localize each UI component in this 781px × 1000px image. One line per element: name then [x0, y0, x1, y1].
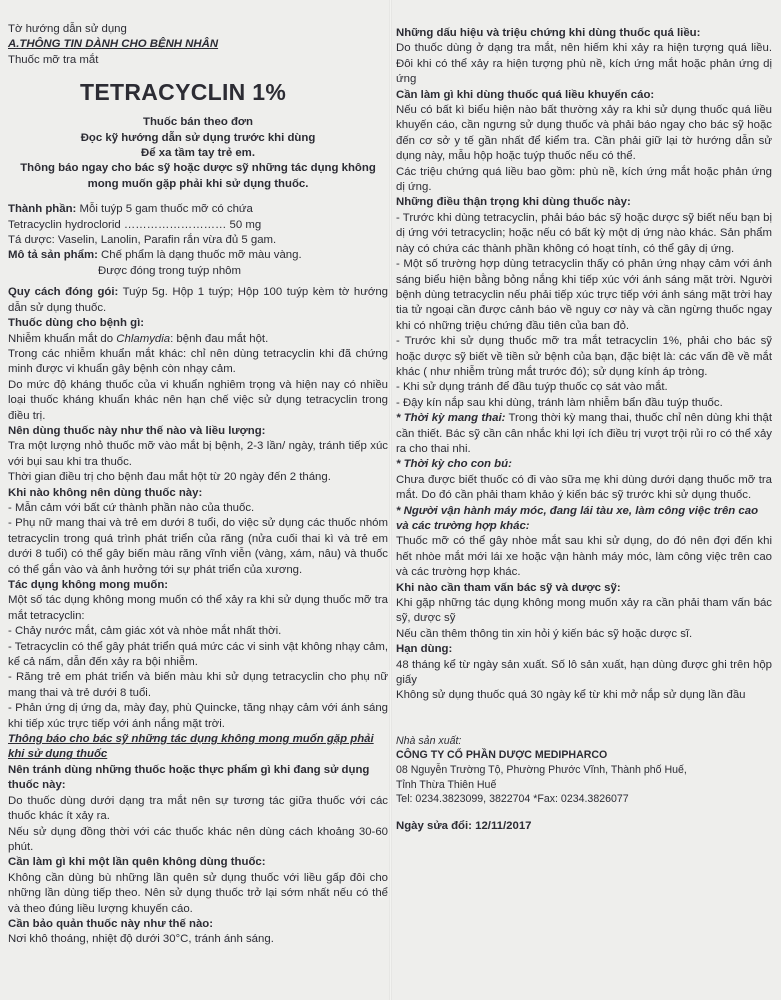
- report-warning: Thông báo ngay cho bác sỹ hoặc dược sỹ những tác dụng không mong muốn gặp phải khi sử dụng thuốc.: [20, 162, 376, 190]
- dosage-label: Nên dùng thuốc này như thế nào và liều lượng:: [8, 424, 266, 437]
- description-text-2: Được đóng trong tuýp nhôm: [98, 264, 242, 277]
- read-instructions-warning: Đọc kỹ hướng dẫn sử dụng trước khi dùng: [80, 131, 316, 144]
- overdose-action-label: Cần làm gì khi dùng thuốc quá liều khuyến cáo:: [396, 88, 655, 101]
- adverse-effect-1: Một số tác dụng không mong muốn có thể xảy ra khi sử dụng thuốc mỡ tra mắt tetracyclin:: [8, 594, 388, 622]
- pregnancy: [396, 411, 772, 457]
- manufacturer-label: Nhà sản xuất:: [396, 734, 462, 747]
- storage-label: Cần bảo quản thuốc này như thế nào:: [8, 917, 214, 930]
- adverse-effect-5: - Phản ứng dị ứng da, mày đay, phù Quincke, tăng nhạy cảm với ánh sáng khi tiếp xúc trực tiếp với ánh nắng mặt trời.: [8, 702, 388, 730]
- shelf-life-2: Không sử dụng thuốc quá 30 ngày kể từ khi mở nắp sử dụng lần đầu: [396, 689, 746, 702]
- children-warning: Để xa tầm tay trẻ em.: [141, 147, 255, 160]
- precaution-1: - Trước khi dùng tetracyclin, phải báo bác sỹ hoặc dược sỹ biết nếu bạn bị dị ứng với tetracyclin; hoặc nếu có bất kỳ một dị ứng nào khác. Sản phẩm này có chứa các thành phần không có hoạt tính, có thể gây dị ứng.: [396, 211, 772, 255]
- adverse-effects-label: Tác dụng không mong muốn:: [8, 579, 169, 591]
- packaging-label: Quy cách đóng gói:: [8, 286, 119, 299]
- pregnancy-label: * Thời kỳ mang thai:: [396, 412, 506, 425]
- precautions-label: Những điều thận trọng khi dùng thuốc này:: [396, 196, 631, 209]
- consult-1: Khi gặp những tác dụng không mong muốn xảy ra cần phải tham vấn bác sỹ, dược sỹ: [396, 597, 772, 625]
- indications-label: Thuốc dùng cho bệnh gì:: [8, 317, 145, 330]
- active-ingredient: Tetracyclin hydroclorid ……………………… 50 mg: [8, 218, 262, 231]
- indications-2: Trong các nhiễm khuẩn mắt khác: chỉ nên dùng tetracyclin khi đã chứng minh được vi khuẩn gây bệnh còn nhạy cảm.: [8, 347, 388, 376]
- product-form: Thuốc mỡ tra mắt: [8, 53, 99, 66]
- adverse-effect-3: - Tetracyclin có thể gây phát triển quá mức các vi sinh vật không nhạy cảm, kể cả nấm, dẫn đến xảy ra bội nhiễm.: [8, 640, 388, 669]
- manufacturer-block: [396, 704, 772, 807]
- precaution-2: - Một số trường hợp dùng tetracyclin thấy có phản ứng nhạy cảm với ánh sáng biểu hiện bằng bỏng nắng khi tiếp xúc với ánh sáng mặt trời. Người bệnh dùng tetracyclin nếu phải tiếp xúc trực tiếp với ánh sáng mặt trời hay tia tử ngoại cần được cảnh báo về nguy cơ này và cần ngừng thuốc ngay khi có những triệu chứng đầu tiên của ban đỏ.: [396, 258, 772, 332]
- pregnancy-text: Trong thời kỳ mang thai, thuốc chỉ nên dùng khi thật cần thiết. Bác sỹ cần cân nhắc khi lợi ích điều trị vượt trội rủi ro có thể xảy ra cho thai nhi.: [396, 412, 772, 455]
- revision-label: Ngày sửa đổi:: [396, 819, 476, 832]
- consult-2: Nếu cần thêm thông tin xin hỏi ý kiến bác sỹ hoặc dược sĩ.: [396, 627, 693, 640]
- driving-text: Thuốc mỡ có thể gây nhòe mắt sau khi sử dụng, do đó nên đợi đến khi hết nhòe mắt mới lái xe hoặc vận hành máy móc, làm công việc trên cao và các trường hợp khác.: [396, 535, 772, 579]
- shelf-life-label: Hạn dùng:: [396, 643, 453, 656]
- storage-text: Nơi khô thoáng, nhiệt độ dưới 30°C, tránh ánh sáng.: [8, 933, 274, 946]
- revision-date: [396, 819, 772, 834]
- overdose-signs-text: Do thuốc dùng ở dạng tra mắt, nên hiếm khi xảy ra hiện tượng quá liều. Đôi khi có thể xảy ra hiện tượng phù nề, kích ứng mắt hoặc phản ứng dị ứng: [396, 42, 772, 86]
- dosage-1: Tra một lượng nhỏ thuốc mỡ vào mắt bị bệnh, 2-3 lần/ ngày, tránh tiếp xúc với bụi sau khi tra thuốc.: [8, 440, 388, 468]
- contraindications-label: Khi nào không nên dùng thuốc này:: [8, 486, 203, 499]
- packaging-text: Tuýp 5g. Hộp 1 tuýp; Hộp 100 tuýp kèm tờ hướng dẫn sử dụng thuốc.: [8, 286, 388, 314]
- lactation-text: Chưa được biết thuốc có đi vào sữa mẹ khi dùng dưới dạng thuốc mỡ tra mắt. Do đó cần phải tham khảo ý kiến bác sỹ trước khi sử dụng thuốc.: [396, 473, 772, 502]
- manufacturer-address-2: Tỉnh Thừa Thiên Huế: [396, 778, 497, 791]
- interactions-label: Nên tránh dùng những thuốc hoặc thực phẩm gì khi đang sử dụng thuốc này:: [8, 763, 370, 792]
- consult-label: Khi nào cần tham vấn bác sỹ và dược sỹ:: [396, 581, 621, 594]
- manufacturer-phone: Tel: 0234.3823099, 3822704 *Fax: 0234.3826077: [396, 793, 629, 806]
- page-fold-shadow: [389, 0, 392, 1000]
- packaging: [8, 285, 388, 316]
- dosage-2: Thời gian điều trị cho bệnh đau mắt hột từ 20 ngày đến 2 tháng.: [8, 471, 331, 484]
- interaction-2: Nếu sử dụng đồng thời với các thuốc khác nên dùng cách khoảng 30-60 phút.: [8, 825, 388, 853]
- composition: [8, 202, 388, 217]
- description-text: Chế phẩm là dạng thuốc mỡ màu vàng.: [97, 249, 302, 262]
- left-column: [8, 22, 388, 948]
- overdose-action-2: Các triệu chứng quá liều bao gồm: phù nề, kích ứng mắt hoặc phản ứng dị ứng.: [396, 165, 772, 194]
- overdose-action-1: Nếu có bất kì biểu hiện nào bất thường xảy ra khi sử dụng thuốc quá liều khuyến cáo, cần ngưng sử dụng thuốc và phải báo ngay cho bác sỹ hoặc đến cơ sở y tế gần nhất để kiểm tra. Cần phải giữ lại tờ hướng dẫn sử dụng này, mẫu hộp hoặc tuýp thuốc nếu có thể.: [396, 104, 772, 163]
- leaflet-label: Tờ hướng dẫn sử dụng: [8, 23, 127, 35]
- description: [8, 248, 388, 263]
- overdose-signs-label: Những dấu hiệu và triệu chứng khi dùng thuốc quá liều:: [396, 27, 701, 39]
- product-title: TETRACYCLIN 1%: [80, 79, 287, 106]
- indications-1-organism: Chlamydia: [116, 332, 171, 345]
- description-label: Mô tả sản phẩm:: [8, 249, 98, 262]
- missed-dose-text: Không cần dùng bù những lần quên sử dụng thuốc với liều gấp đôi cho những lần dùng tiếp theo. Nên sử dụng thuốc trở lại sớm nhất nếu có thể và theo đúng liều lượng khuyến cáo.: [8, 871, 388, 915]
- precaution-3: - Trước khi sử dụng thuốc mỡ tra mắt tetracyclin 1%, phải cho bác sỹ hoặc dược sỹ biết về tiền sử bệnh của bạn, đặc biệt là: các vấn đề về mắt khác ( như nhiễm trùng mắt trước đó); sử dụng kính áp tròng.: [396, 335, 772, 378]
- precaution-5: - Đậy kín nắp sau khi dùng, tránh làm nhiễm bẩn đầu tuýp thuốc.: [396, 396, 723, 409]
- composition-label: Thành phần:: [8, 203, 77, 216]
- indications-1-pre: Nhiễm khuẩn mắt do: [8, 332, 117, 345]
- lactation-label: * Thời kỳ cho con bú:: [396, 458, 512, 471]
- prescription-warning: Thuốc bán theo đơn: [143, 116, 253, 129]
- manufacturer-address-1: 08 Nguyễn Trường Tộ, Phường Phước Vĩnh, Thành phố Huế,: [396, 764, 687, 777]
- indications-1-post: : bệnh đau mắt hột.: [170, 332, 269, 345]
- manufacturer-name: CÔNG TY CỔ PHẦN DƯỢC MEDIPHARCO: [396, 749, 608, 762]
- contraindication-2: - Phụ nữ mang thai và trẻ em dưới 8 tuổi, do việc sử dụng các thuốc nhóm tetracyclin trong quá trình phát triển của răng (nửa cuối thai kì và trẻ em dưới 8 tuổi) có thể gây biến màu răng vĩnh viễn (vàng, xám, nâu) và thuốc có thể gắn vào và ảnh hưởng tới sự phát triển của xương.: [8, 517, 388, 576]
- adverse-effect-4: - Răng trẻ em phát triển và biến màu khi sử dụng tetracyclin cho phụ nữ mang thai và trẻ dưới 8 tuổi.: [8, 671, 388, 699]
- revision-date-value: 12/11/2017: [475, 819, 532, 832]
- missed-dose-label: Cần làm gì khi một lần quên không dùng thuốc:: [8, 856, 266, 869]
- adverse-effect-2: - Chảy nước mắt, cảm giác xót và nhòe mắt nhất thời.: [8, 625, 282, 638]
- precaution-4: - Khi sử dụng tránh để đầu tuýp thuốc cọ sát vào mắt.: [396, 381, 668, 394]
- section-a-heading: A.THÔNG TIN DÀNH CHO BỆNH NHÂN: [8, 38, 219, 51]
- shelf-life-1: 48 tháng kể từ ngày sản xuất. Số lô sản xuất, hạn dùng được ghi trên hộp giấy: [396, 658, 772, 687]
- adverse-notice: Thông báo cho bác sỹ những tác dụng không mong muốn gặp phải khi sử dụng thuốc: [8, 733, 374, 761]
- contraindication-1: - Mẫn cảm với bất cứ thành phần nào của thuốc.: [8, 501, 255, 514]
- interaction-1: Do thuốc dùng dưới dạng tra mắt nên sự tương tác giữa thuốc với các thuốc khác ít xảy ra.: [8, 794, 388, 823]
- excipients: Tá dược: Vaselin, Lanolin, Parafin rắn vừa đủ 5 gam.: [8, 234, 277, 247]
- indications-1: [8, 332, 388, 347]
- warnings-block: [8, 115, 388, 192]
- composition-text: Mỗi tuýp 5 gam thuốc mỡ có chứa: [76, 203, 253, 216]
- driving-label: * Người vận hành máy móc, đang lái tàu xe, làm công việc trên cao và các trường hợp khác:: [396, 504, 759, 532]
- right-column: [396, 26, 772, 834]
- indications-3: Do mức độ kháng thuốc của vi khuẩn nghiêm trọng và hiện nay có nhiều loại thuốc kháng khuẩn khác nên hạn chế việc sử dụng tetracyclin trong điều trị.: [8, 378, 388, 422]
